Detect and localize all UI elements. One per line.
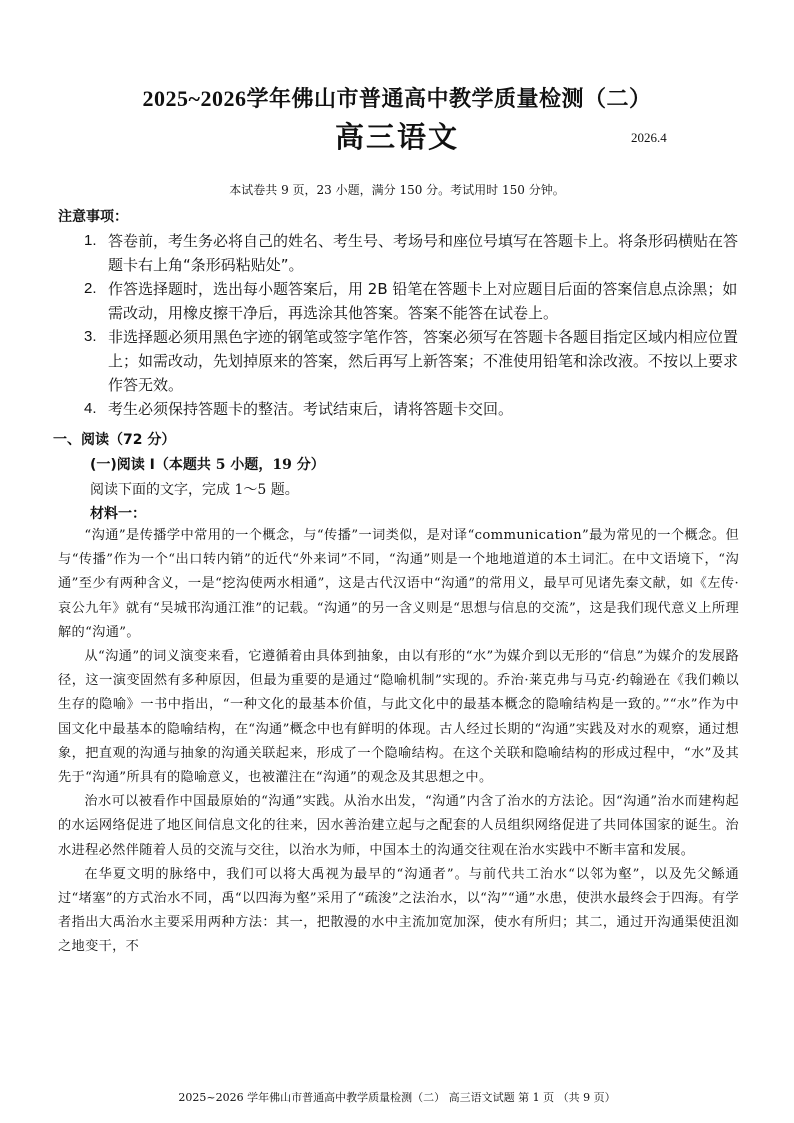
section-heading: 一、阅读（72 分） [53,432,176,448]
exam-date: 2026.4 [631,130,667,145]
material-label: 材料一： [90,506,146,522]
note-item [84,277,744,325]
subsection-meta: （本题共 5 小题，19 分） [154,457,325,473]
subsection-heading [90,454,325,474]
note-number: 2. [84,280,97,297]
note-text: 考生必须保持答题卡的整洁。考试结束后，请将答题卡交回。 [108,400,514,418]
note-text: 作答选择题时，选出每小题答案后，用 2B 铅笔在答题卡上对应题目后面的答案信息点涂黑；如需改动，用橡皮擦干净后，再选涂其他答案。答案不能答在试卷上。 [108,280,738,322]
exam-info: 本试卷共 9 页，23 小题，满分 150 分。考试用时 150 分钟。 [229,183,565,197]
notes-list [84,229,744,421]
note-item [84,397,744,421]
subject-title: 高三语文 [334,120,459,154]
notes-heading: 注意事项： [58,209,128,225]
material-paragraph: 治水可以被看作中国最原始的“沟通”实践。从治水出发，“沟通”内含了治水的方法论。因“沟通”治水而建构起的水运网络促进了地区间信息文化的往来，因水善治建立起与之配套的人员组织网络促进了共同体国家的诞生。治水进程必然伴随着人员的交流与交往，以治水为师，中国本土的沟通交往观在治水实践中不断丰富和发展。 [58,794,739,858]
note-number: 1. [84,232,97,249]
note-item [84,325,744,397]
note-number: 4. [84,400,97,417]
material-paragraph: “沟通”是传播学中常用的一个概念，与“传播”一词类似，是对译“communication”最为常见的一个概念。但与“传播”作为一个“出口转内销”的近代“外来词”不同，“沟通”则是一个地地道道的本土词汇。在中文语境下，“沟通”至少有两种含义，一是“挖沟使两水相通”，这是古代汉语中“沟通”的常用义，最早可见诸先秦文献，如《左传·哀公九年》就有“吴城邗沟通江淮”的记载。“沟通”的另一含义则是“思想与信息的交流”，这是我们现代意义上所理解的“沟通”。 [58,528,739,640]
material-paragraph: 从“沟通”的词义演变来看，它遵循着由具体到抽象，由以有形的“水”为媒介到以无形的“信息”为媒介的发展路径，这一演变固然有多种原因，但最为重要的是通过“隐喻机制”实现的。乔治·莱克弗与马克·约翰逊在《我们赖以生存的隐喻》一书中指出，“一种文化的最基本价值，与此文化中的最基本概念的隐喻结构是一致的。”“水”作为中国文化中最基本的隐喻结构，在“沟通”概念中也有鲜明的体现。古人经过长期的“沟通”实践及对水的观察，通过想象，把直观的沟通与抽象的沟通关联起来，形成了一个隐喻结构。在这个关联和隐喻结构的形成过程中，“水”及其先于“沟通”所具有的隐喻意义，也被灌注在“沟通”的观念及其思想之中。 [58,649,739,786]
material-body [58,524,739,960]
note-item [84,229,744,277]
note-text: 答卷前，考生务必将自己的姓名、考生号、考场号和座位号填写在答题卡上。将条形码横贴在答题卡右上角“条形码粘贴处”。 [108,232,739,274]
subsection-label: (一)阅读 I [90,457,155,473]
reading-instruction: 阅读下面的文字，完成 1～5 题。 [90,482,299,498]
material-paragraph: 在华夏文明的脉络中，我们可以将大禹视为最早的“沟通者”。与前代共工治水“以邻为壑”，以及先父鲧通过“堵塞”的方式治水不同，禹“以四海为壑”采用了“疏浚”之法治水，以“沟”“通”水患，使洪水最终会于四海。有学者指出大禹治水主要采用两种方法：其一，把散漫的水中主流加宽加深，使水有所归；其二，通过开沟通渠使沮洳之地变干，不 [58,866,739,955]
exam-title: 2025~2026学年佛山市普通高中教学质量检测（二） [142,86,652,111]
note-text: 非选择题必须用黑色字迹的钢笔或签字笔作答，答案必须写在答题卡各题目指定区域内相应位置上；如需改动，先划掉原来的答案，然后再写上新答案；不准使用铅笔和涂改液。不按以上要求作答无效。 [108,328,739,394]
note-number: 3. [84,328,97,345]
page-footer: 2025~2026 学年佛山市普通高中教学质量检测（二） 高三语文试题 第 1 页 （共 9 页） [178,1091,616,1104]
